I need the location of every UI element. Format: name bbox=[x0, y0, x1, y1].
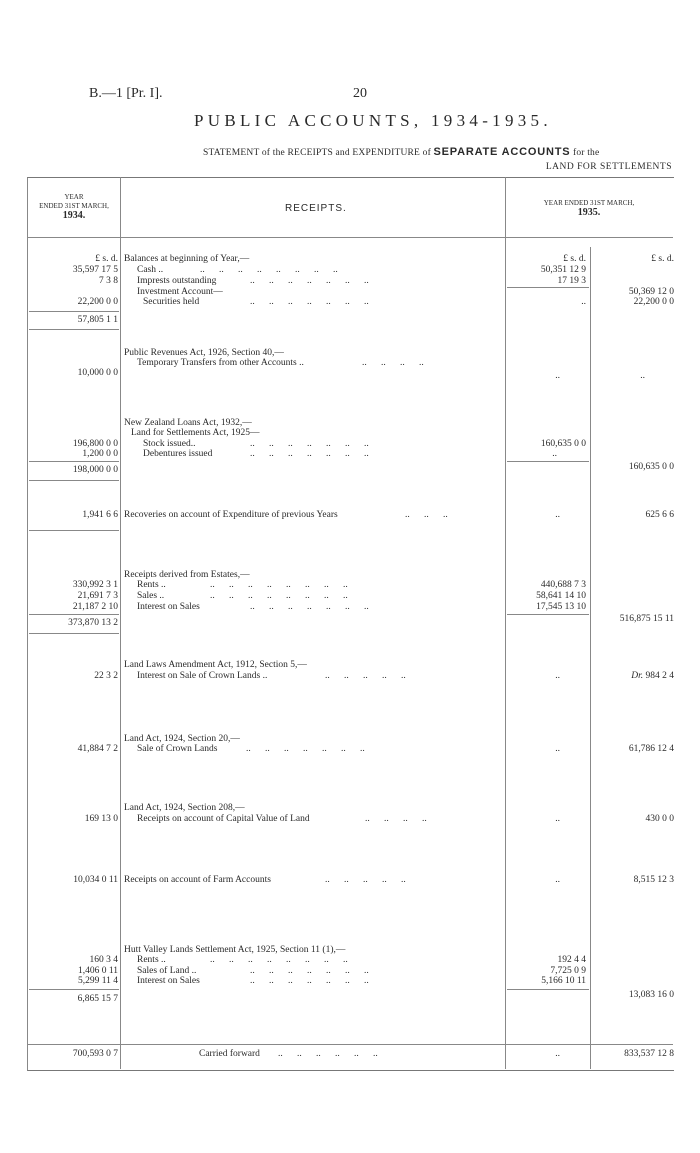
stock-1935: 160,635 0 0 bbox=[540, 439, 586, 449]
statement-prefix: STATEMENT of the RECEIPTS and EXPENDITURE of bbox=[203, 148, 431, 158]
leader-dots: .. .. .. .. .. .. bbox=[278, 1049, 378, 1059]
land-act-20-1934: 41,884 7 2 bbox=[77, 744, 118, 754]
hutt-rents-1934: 160 3 4 bbox=[89, 955, 118, 965]
leader-dots: .. .. .. bbox=[405, 510, 448, 520]
estates-subtotal-1934: 373,870 13 2 bbox=[68, 618, 118, 628]
leader-dots: .. .. .. .. .. .. .. bbox=[250, 449, 369, 459]
leader-dots: .. .. .. .. .. .. .. .. bbox=[210, 580, 348, 590]
header-receipts: RECEIPTS. bbox=[285, 203, 347, 214]
leader-dots: .. .. .. .. .. .. .. .. bbox=[210, 955, 348, 965]
debentures-label: Debentures issued bbox=[143, 449, 213, 459]
leader-dots: .. .. .. .. .. bbox=[325, 671, 406, 681]
column-divider bbox=[505, 177, 506, 1069]
units-1935-detail: £ s. d. bbox=[563, 254, 586, 264]
subtotal-rule bbox=[29, 461, 119, 462]
subtotal-rule bbox=[29, 329, 119, 330]
land-act-208-heading: Land Act, 1924, Section 208,— bbox=[124, 803, 245, 813]
land-laws-1935: Dr. 984 2 4 bbox=[631, 671, 674, 681]
column-divider bbox=[120, 177, 121, 1069]
land-act-20-1935: 61,786 12 4 bbox=[628, 744, 674, 754]
page-title: PUBLIC ACCOUNTS, 1934-1935. bbox=[194, 111, 552, 130]
stock-label: Stock issued.. bbox=[143, 439, 196, 449]
land-laws-mid: .. bbox=[555, 671, 560, 681]
securities-1935: 22,200 0 0 bbox=[633, 297, 674, 307]
estates-rents-label: Rents .. bbox=[137, 580, 166, 590]
land-act-208-mid: .. bbox=[555, 814, 560, 824]
public-revenues-label: Temporary Transfers from other Accounts .. bbox=[137, 358, 304, 368]
carried-forward-1934: 700,593 0 7 bbox=[72, 1049, 118, 1059]
hutt-sales-label: Sales of Land .. bbox=[137, 966, 197, 976]
leader-dots: .. .. .. .. bbox=[365, 814, 427, 824]
land-act-20-mid: .. bbox=[555, 744, 560, 754]
nz-loans-heading: New Zealand Loans Act, 1932,— bbox=[124, 418, 252, 428]
leader-dots: .. .. .. .. .. bbox=[325, 875, 406, 885]
subtotal-rule bbox=[507, 614, 589, 615]
hutt-sales-1934: 1,406 0 11 bbox=[77, 966, 118, 976]
securities-label: Securities held bbox=[143, 297, 200, 307]
subtotal-rule bbox=[29, 480, 119, 481]
nz-loans-subtotal-1934: 198,000 0 0 bbox=[72, 465, 118, 475]
hutt-sales-1935: 7,725 0 9 bbox=[550, 966, 586, 976]
statement-line-2: LAND FOR SETTLEMENTS bbox=[545, 162, 672, 172]
column-divider bbox=[590, 247, 591, 1069]
land-laws-1934: 22 3 2 bbox=[94, 671, 118, 681]
investment-heading: Investment Account— bbox=[137, 287, 223, 297]
estates-total-1935: 516,875 15 11 bbox=[619, 614, 674, 624]
estates-sales-1935: 58,641 14 10 bbox=[536, 591, 586, 601]
leader-dots: .. .. .. .. .. .. .. bbox=[250, 297, 369, 307]
recoveries-mid: .. bbox=[555, 510, 560, 520]
report-reference: B.—1 [Pr. I]. bbox=[89, 86, 163, 101]
carried-forward-rule bbox=[27, 1044, 673, 1045]
subtotal-rule bbox=[507, 989, 589, 990]
leader-dots: .. .. .. .. .. .. .. bbox=[250, 976, 369, 986]
accounts-table bbox=[27, 177, 674, 1071]
debentures-1934: 1,200 0 0 bbox=[82, 449, 118, 459]
hutt-interest-1934: 5,299 11 4 bbox=[77, 976, 118, 986]
cash-1935: 50,351 12 9 bbox=[540, 265, 586, 275]
header-year-1935: YEAR ENDED 31ST MARCH, 1935. bbox=[543, 199, 635, 218]
estates-interest-1934: 21,187 2 10 bbox=[72, 602, 118, 612]
subtotal-rule bbox=[29, 989, 119, 990]
securities-mid: .. bbox=[581, 297, 586, 307]
imprests-1935: 17 19 3 bbox=[557, 276, 586, 286]
estates-rents-1934: 330,992 3 1 bbox=[72, 580, 118, 590]
land-act-208-label: Receipts on account of Capital Value of Land bbox=[137, 814, 310, 824]
estates-rents-1935: 440,688 7 3 bbox=[540, 580, 586, 590]
subtotal-rule bbox=[29, 633, 119, 634]
header-rule bbox=[27, 237, 673, 238]
farm-1934: 10,034 0 11 bbox=[73, 875, 118, 885]
subtotal-rule bbox=[507, 287, 589, 288]
public-revenues-1934: 10,000 0 0 bbox=[77, 368, 118, 378]
carried-forward-label: Carried forward bbox=[199, 1049, 260, 1059]
leader-dots: .. .. .. .. .. .. .. bbox=[250, 602, 369, 612]
balances-heading: Balances at beginning of Year,— bbox=[124, 254, 250, 264]
estates-interest-label: Interest on Sales bbox=[137, 602, 200, 612]
stock-1934: 196,800 0 0 bbox=[72, 439, 118, 449]
land-laws-heading: Land Laws Amendment Act, 1912, Section 5,— bbox=[124, 660, 307, 670]
estates-interest-1935: 17,545 13 10 bbox=[536, 602, 586, 612]
statement-line bbox=[203, 146, 599, 158]
units-1935-total: £ s. d. bbox=[651, 254, 674, 264]
leader-dots: .. .. .. .. .. .. .. .. bbox=[210, 591, 348, 601]
carried-forward-mid: .. bbox=[555, 1049, 560, 1059]
recoveries-1934: 1,941 6 6 bbox=[82, 510, 118, 520]
subtotal-rule bbox=[507, 461, 589, 462]
statement-suffix: for the bbox=[572, 148, 600, 158]
land-laws-label: Interest on Sale of Crown Lands .. bbox=[137, 671, 268, 681]
farm-label: Receipts on account of Farm Accounts bbox=[124, 875, 271, 885]
estates-sales-1934: 21,691 7 3 bbox=[77, 591, 118, 601]
land-act-20-label: Sale of Crown Lands bbox=[137, 744, 218, 754]
leader-dots: .. .. .. .. .. .. .. bbox=[250, 966, 369, 976]
statement-bold: SEPARATE ACCOUNTS bbox=[433, 146, 571, 158]
balances-total-1935: 50,369 12 0 bbox=[628, 287, 674, 297]
hutt-interest-label: Interest on Sales bbox=[137, 976, 200, 986]
recoveries-1935: 625 6 6 bbox=[645, 510, 674, 520]
recoveries-label: Recoveries on account of Expenditure of previous Years bbox=[124, 510, 338, 520]
imprests-1934: 7 3 8 bbox=[99, 276, 118, 286]
balances-subtotal-1934: 57,805 1 1 bbox=[77, 315, 118, 325]
securities-1934: 22,200 0 0 bbox=[77, 297, 118, 307]
hutt-subtotal-1934: 6,865 15 7 bbox=[77, 994, 118, 1004]
leader-dots: .. .. .. .. .. .. .. bbox=[246, 744, 365, 754]
subtotal-rule bbox=[29, 530, 119, 531]
leader-dots: .. .. .. .. bbox=[362, 358, 424, 368]
header-year-1934: YEAR ENDED 31ST MARCH, 1934. bbox=[39, 193, 109, 221]
cash-1934: 35,597 17 5 bbox=[72, 265, 118, 275]
subtotal-rule bbox=[29, 614, 119, 615]
hutt-rents-1935: 192 4 4 bbox=[557, 955, 586, 965]
hutt-rents-label: Rents .. bbox=[137, 955, 166, 965]
land-act-208-1934: 169 13 0 bbox=[84, 814, 118, 824]
public-revenues-mid: .. bbox=[555, 371, 560, 381]
leader-dots: .. .. .. .. .. .. .. bbox=[250, 276, 369, 286]
units-1934: £ s. d. bbox=[95, 254, 118, 264]
debentures-1935: .. bbox=[552, 449, 557, 459]
leader-dots: .. .. .. .. .. .. .. .. bbox=[200, 265, 338, 275]
estates-heading: Receipts derived from Estates,— bbox=[124, 570, 250, 580]
nz-loans-subheading: Land for Settlements Act, 1925— bbox=[131, 428, 260, 438]
land-act-20-heading: Land Act, 1924, Section 20,— bbox=[124, 734, 240, 744]
public-revenues-1935: .. bbox=[640, 371, 645, 381]
page-number: 20 bbox=[353, 86, 367, 101]
carried-forward-1935: 833,537 12 8 bbox=[624, 1049, 674, 1059]
farm-1935: 8,515 12 3 bbox=[633, 875, 674, 885]
public-revenues-heading: Public Revenues Act, 1926, Section 40,— bbox=[124, 348, 284, 358]
imprests-label: Imprests outstanding bbox=[137, 276, 217, 286]
farm-mid: .. bbox=[555, 875, 560, 885]
hutt-interest-1935: 5,166 10 11 bbox=[541, 976, 586, 986]
hutt-total-1935: 13,083 16 0 bbox=[628, 990, 674, 1000]
leader-dots: .. .. .. .. .. .. .. bbox=[250, 439, 369, 449]
land-act-208-1935: 430 0 0 bbox=[645, 814, 674, 824]
cash-label: Cash .. bbox=[137, 265, 164, 275]
subtotal-rule bbox=[29, 311, 119, 312]
estates-sales-label: Sales .. bbox=[137, 591, 165, 601]
hutt-valley-heading: Hutt Valley Lands Settlement Act, 1925, Section 11 (1),— bbox=[124, 945, 346, 955]
nz-loans-total-1935: 160,635 0 0 bbox=[628, 462, 674, 472]
